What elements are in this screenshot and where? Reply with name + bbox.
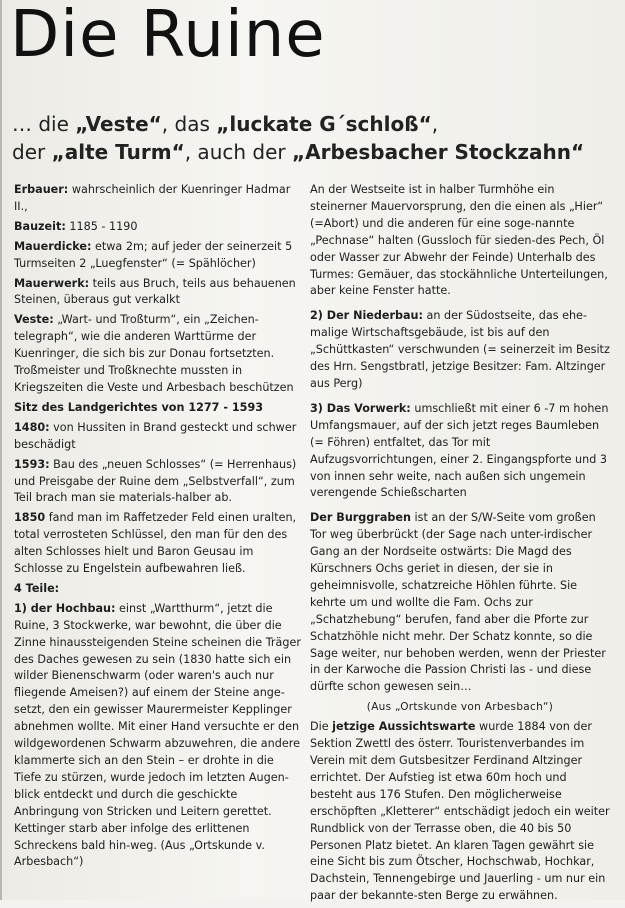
subtitle-part: , das xyxy=(161,112,217,136)
paragraph-heading: 2) Der Niederbau: xyxy=(310,309,423,323)
paragraph-heading: Sitz des Landgerichtes von 1277 - 1593 xyxy=(14,400,264,414)
paragraph-text: etwa 2m; auf jeder der seinerzeit 5 Turmseiten 2 „Luegfenster“ (= Spählöcher) xyxy=(14,239,293,270)
subtitle-part: … die xyxy=(12,112,76,136)
paragraph-text: umschließt mit einer 6 -7 m hohen Umfangsmauer, auf der sich jetzt reges Baumleben (= Föhren) entfaltet, das Tor mit Aufzugsvorrichtungen, einer 2. Eingangspforte und 3 von innen sehr weite, nach außen sich ungemein verengende Schießscharten xyxy=(310,401,609,500)
paragraph-heading: jetzige Aussichtswarte xyxy=(332,720,476,734)
paragraph-text: ist an der S/W-Seite vom großen Tor weg überbrückt (der Sage nach unter-irdischer Gang an der Nordseite ostwärts: Die Magd des Kürschners Ochs geriet in diesen, der sie in geheimnisvolle, schatzreiche Höhlen führte. Sie kehrte um und wollte die Fam. Ochs zur „Schatzhebung“ berufen, fand aber die Pforte zur Schatzhöhle nicht mehr. Der Schatz konnte, so die Sage weiter, nur behoben werden, wenn der Priester in der Karwoche die Passion Christi las - und diese dürfte schon gewesen sein… xyxy=(310,511,606,694)
paragraph-text: An der Westseite ist in halber Turmhöhe ein steinerner Mauervorsprung, den die einen als „Hier“ (=Abort) und die anderen für eine soge-nannte „Pechnase“ halten (Gussloch für sieden-des Pech, Öl oder Wasser zur Abwehr der Feinde) Unterhalb des Turmes: Gemäuer, das stockähnliche Unterteilungen, aber keine Fenster hatte. xyxy=(310,183,608,298)
paragraph-heading: Veste: xyxy=(14,313,54,327)
subtitle-line-1 xyxy=(12,110,612,138)
paragraph-text: teils aus Bruch, teils aus behauenen Steinen, überaus gut verkalkt xyxy=(14,276,296,307)
subtitle-part: „Arbesbacher Stockzahn“ xyxy=(291,140,585,164)
board-edge xyxy=(0,0,2,900)
subtitle-line-2 xyxy=(12,138,612,166)
page-title: Die Ruine xyxy=(10,0,326,72)
subtitle-part: „alte Turm“ xyxy=(51,140,185,164)
paragraph xyxy=(14,276,304,310)
paragraph-heading: 3) Das Vorwerk: xyxy=(310,401,411,415)
paragraph-heading: Mauerwerk: xyxy=(14,276,90,290)
paragraph-heading: Mauerdicke: xyxy=(14,239,92,253)
subtitle-part: , xyxy=(431,112,439,136)
paragraph-text: einst „Wartthurm“, jetzt die Ruine, 3 Stockwerke, war bewohnt, die über die Zinne hinaussteigenden Steine scheinen die Träger des Daches gewesen zu sein (1830 hatte sich ein wilder Bienenschwarm (oder waren's auch nur fliegende Ameisen?) auf einem der Steine ange-setzt, den ein gewisser Maurermeister Kepplinger abnehmen wollte. Mit einer Hand versuchte er den wildgewordenen Schwarm abzuwehren, die andere klammerte sich an den Stein – er drohte in die Tiefe zu stürzen, wurde jedoch im letzten Augen-blick entdeckt und durch die geschickte Anbringung von Stricken und Leitern gerettet. Kettinger starb aber infolge des erlittenen Schreckens bald hin-weg. (Aus „Ortskunde v. Arbesbach“) xyxy=(14,601,301,869)
paragraph xyxy=(14,312,304,397)
paragraph xyxy=(14,219,304,236)
paragraph-text: wahrscheinlich der Kuenringer Hadmar II., xyxy=(14,183,291,213)
subtitle-part: „Veste“ xyxy=(75,112,162,136)
paragraph xyxy=(14,581,304,598)
paragraph xyxy=(14,420,304,454)
subtitle-part: der xyxy=(12,140,52,164)
subtitle-part: „luckate G´schloß“ xyxy=(216,112,432,136)
paragraph-heading: 1) der Hochbau: xyxy=(14,601,116,615)
paragraph-heading: Der Burggraben xyxy=(310,511,411,525)
paragraph-heading: 1593: xyxy=(14,457,50,471)
paragraph-text: fand man im Raffetzeder Feld einen uralten, total verrosteten Schlüssel, den man für den des alten Schlosses hielt und Baron Geusau im Schlosse zu Engelstein aufbewahren ließ. xyxy=(14,511,297,576)
paragraph xyxy=(310,401,610,502)
paragraph xyxy=(14,601,304,872)
source-citation: (Aus „Ortskunde von Arbesbach“) xyxy=(366,701,554,714)
paragraph xyxy=(310,719,610,905)
paragraph xyxy=(310,182,610,300)
paragraph xyxy=(310,308,610,393)
paragraph-text: Bau des „neuen Schlosses“ (= Herrenhaus) und Preisgabe der Ruine dem „Selbstverfall“, zum Teil brach man sie materials-halber ab. xyxy=(14,457,297,505)
paragraph-heading: 1850 xyxy=(14,511,46,525)
paragraph xyxy=(14,400,304,417)
paragraph-text: „Wart- und Troßturm“, ein „Zeichen-telegraph“, wie die anderen Warttürme der Kuenringer, die sich bis zur Donau fortsetzten. Troßmeister und Troßknechte mussten in Kriegszeiten die Veste und Arbesbach beschützen xyxy=(14,313,294,394)
paragraph-text: an der Südostseite, das ehe-malige Wirtschaftsgebäude, ist bis auf den „Schüttkasten“ verschwunden (= seinerzeit im Besitz des Hrn. Sengstbratl, jetzige Besitzer: Fam. Altzinger aus Perg) xyxy=(310,309,610,390)
paragraph-heading: 4 Teile: xyxy=(14,581,60,595)
paragraph xyxy=(310,510,610,696)
paragraph-text: von Hussiten in Brand gesteckt und schwer beschädigt xyxy=(14,420,297,451)
left-column xyxy=(14,182,304,874)
paragraph xyxy=(14,510,304,578)
paragraph-heading: Bauzeit: xyxy=(14,219,66,233)
subtitle-part: , auch der xyxy=(184,140,292,164)
paragraph-heading: 1480: xyxy=(14,420,50,434)
paragraph xyxy=(14,457,304,508)
paragraph-text: wurde 1884 von der Sektion Zwettl des österr. Touristenverbandes im Verein mit dem Gutsbesitzer Ferdinand Altzinger errichtet. Der Aufstieg ist etwa 60m hoch und besteht aus 176 Stufen. Den möglicherweise erschöpften „Kletterer“ entschädigt jedoch ein weiter Rundblick von der Terrasse oben, die 40 bis 50 Personen Platz bietet. An klaren Tagen gewährt sie eine Sicht bis zum Ötscher, Hochschwab, Hochkar, Dachstein, Tennengebirge und Jauerling - um nur ein paar der bekannte-sten Berge zu erwähnen. xyxy=(310,720,610,903)
paragraph-text: 1185 - 1190 xyxy=(65,219,138,233)
paragraph xyxy=(14,239,304,273)
paragraph xyxy=(14,182,304,216)
paragraph-text: Die xyxy=(310,720,333,734)
right-column xyxy=(310,182,610,908)
paragraph-heading: Erbauer: xyxy=(14,183,69,196)
